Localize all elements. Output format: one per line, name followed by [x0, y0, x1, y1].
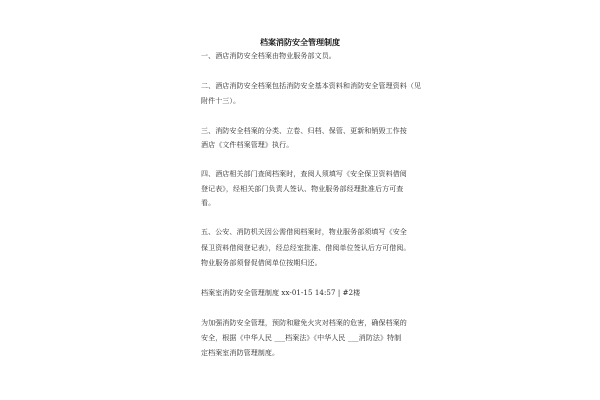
paragraph-4-line-3: 看。: [201, 199, 216, 207]
paragraph-4-line-2: 登记表》，经相关部门负责人签认、物业服务部经理批准后方可查: [201, 185, 404, 193]
paragraph-3-line-1: 三、消防安全档案的分类、立卷、归档、保管、更新和销毁工作按: [201, 127, 407, 135]
paragraph-6-line-2: 安全，根据《中华人民 ___档案法》《中华人民 ___消防法》特制: [201, 334, 402, 342]
paragraph-2-line-1: 二、酒店消防安全档案包括消防安全基本资料和消防安全管理资料（见: [201, 82, 422, 90]
paragraph-6-line-3: 定档案室消防管理制度。: [201, 349, 280, 357]
paragraph-2-line-2: 附件十三）。: [201, 97, 241, 105]
paragraph-6-line-1: 为加强消防安全管理，预防和避免火灾对档案的危害，确保档案的: [201, 319, 407, 327]
paragraph-4-line-1: 四、酒店相关部门查阅档案时，查阅人须填写《安全保卫资料借阅: [201, 170, 407, 178]
paragraph-1-line-1: 一、酒店消防安全档案由物业服务部文员。: [201, 52, 336, 60]
paragraph-5-line-2: 保卫资料借阅登记表》，经总经室批准、借阅单位签认后方可借阅。: [201, 244, 411, 252]
document-title: 档案消防安全管理制度: [260, 38, 340, 47]
paragraph-5-line-1: 五、公安、消防机关因公需借阅档案时，物业服务部须填写《安全: [201, 228, 407, 236]
post-header: 档案室消防安全管理制度 xx-01-15 14:57 | #2楼: [201, 289, 361, 297]
paragraph-5-line-3: 物业服务部须督促借阅单位按期归还。: [201, 259, 322, 267]
paragraph-3-line-2: 酒店《文件档案管理》执行。: [201, 141, 294, 149]
